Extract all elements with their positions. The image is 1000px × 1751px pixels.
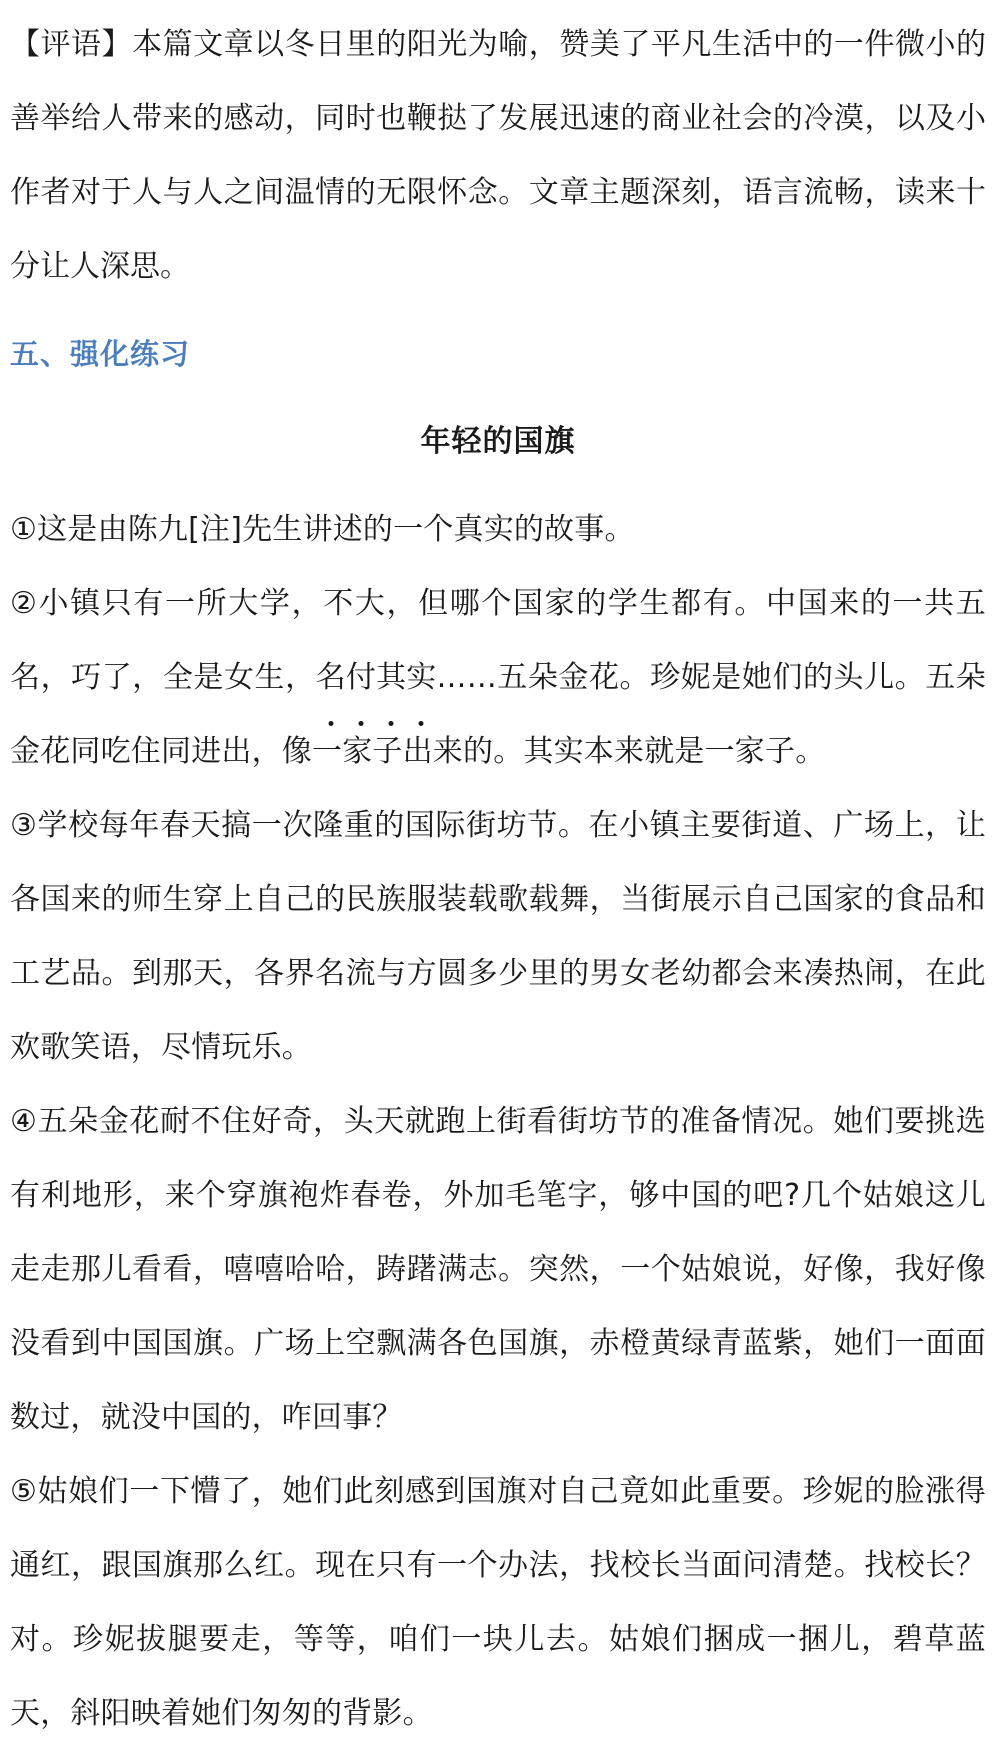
commentary-paragraph: 【评语】本篇文章以冬日里的阳光为喻，赞美了平凡生活中的一件微小的善举给人带来的感动，同时也鞭挞了发展迅速的商业社会的冷漠，以及小作者对于人与人之间温情的无限怀念。文章主题深刻，语言流畅，读来十分让人深思。 <box>10 27 986 284</box>
article-paragraph-1: ①这是由陈九[注]先生讲述的一个真实的故事。 <box>10 512 635 547</box>
article-paragraph-3: ③学校每年春天搞一次隆重的国际街坊节。在小镇主要街道、广场上，让各国来的师生穿上自己的民族服装载歌载舞，当街展示自己国家的食品和工艺品。到那天，各界名流与方圆多少里的男女老幼都会来凑热闹，在此欢歌笑语，尽情玩乐。 <box>10 808 986 1065</box>
section-heading-exercises: 五、强化练习 <box>10 337 191 371</box>
article-paragraph-5: ⑤姑娘们一下懵了，她们此刻感到国旗对自己竟如此重要。珍妮的脸涨得通红，跟国旗那么红。现在只有一个办法，找校长当面问清楚。找校长？对。珍妮拔腿要走，等等，咱们一块儿去。姑娘们捆成一捆儿，碧草蓝天，斜阳映着她们匆匆的背影。 <box>10 1474 986 1731</box>
paragraph-2-part-2: ……五朵金花。珍妮是她们的头儿。五朵金花同吃住同进出，像一家子出来的。其实本来就是一家子。 <box>10 660 986 769</box>
emphasis-character: 付 <box>346 641 376 715</box>
emphasis-character: 其 <box>376 641 406 715</box>
emphasis-character: 实 <box>406 641 436 715</box>
article-title: 年轻的国旗 <box>420 424 576 459</box>
emphasis-dotted-phrase <box>316 641 437 715</box>
emphasis-character: 名 <box>316 641 346 715</box>
paragraph-2-part-1: ②小镇只有一所大学，不大，但哪个国家的学生都有。中国来的一共五名，巧了，全是女生， <box>10 586 986 695</box>
article-paragraph-2 <box>10 567 986 789</box>
article-paragraph-4: ④五朵金花耐不住好奇，头天就跑上街看街坊节的准备情况。她们要挑选有利地形，来个穿旗袍炸春卷，外加毛笔字，够中国的吧?几个姑娘这儿走走那儿看看，嘻嘻哈哈，踌躇满志。突然，一个姑娘说，好像，我好像没看到中国国旗。广场上空飘满各色国旗，赤橙黄绿青蓝紫，她们一面面数过，就没中国的，咋回事？ <box>10 1104 986 1435</box>
